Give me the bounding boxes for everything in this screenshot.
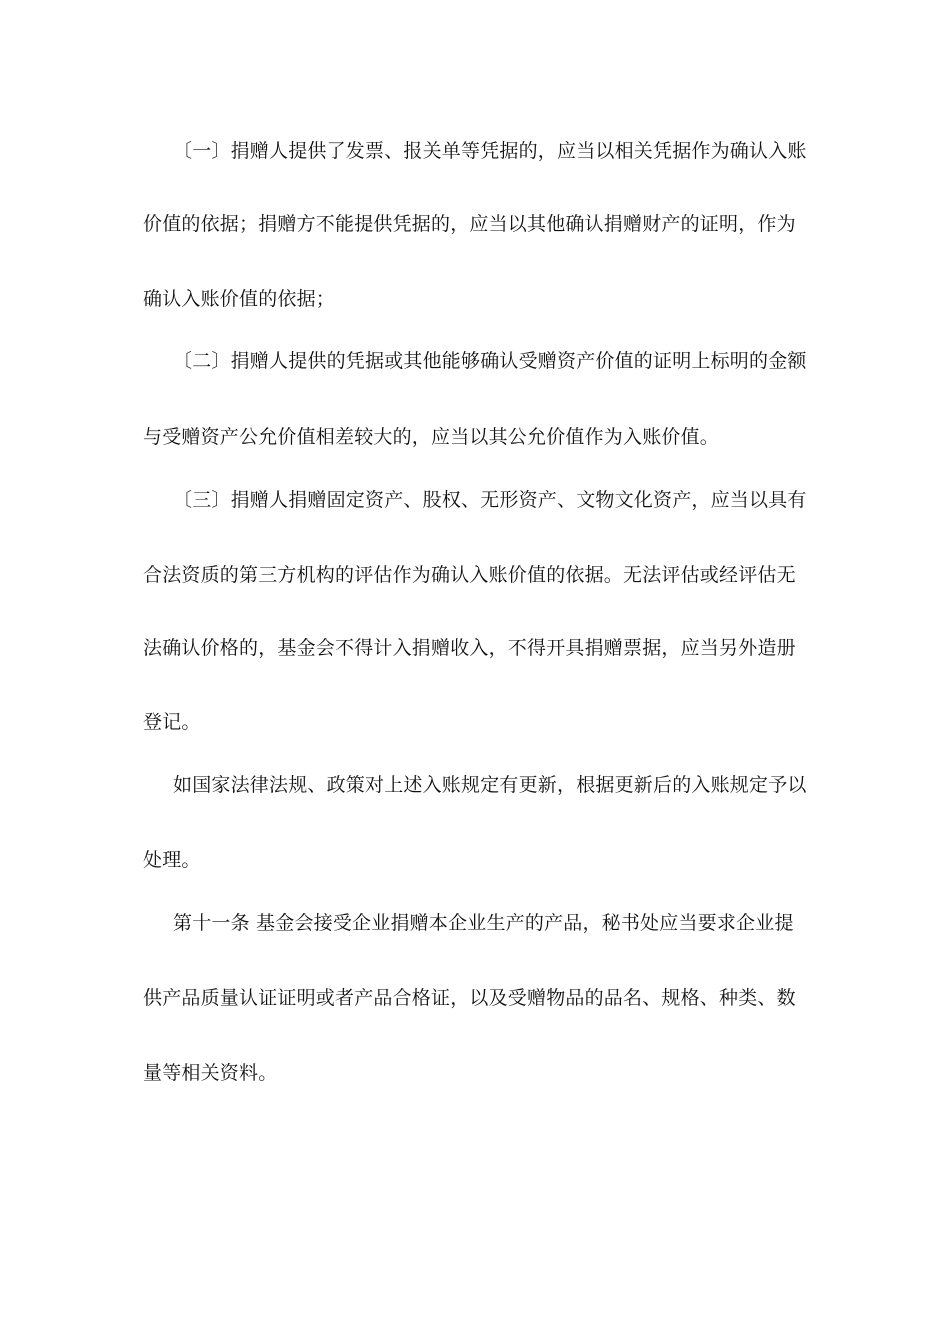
paragraph-3-line-4: 登记。 xyxy=(143,711,201,733)
paragraph-2-line-1: 〔二〕捐赠人提供的凭据或其他能够确认受赠资产价值的证明上标明的金额 xyxy=(173,350,807,372)
paragraph-1-line-3: 确认入账价值的依据； xyxy=(143,288,336,310)
paragraph-3-line-1: 〔三〕捐赠人捐赠固定资产、股权、无形资产、文物文化资产，应当以具有 xyxy=(173,489,807,511)
paragraph-4-line-1: 如国家法律法规、政策对上述入账规定有更新，根据更新后的入账规定予以 xyxy=(173,774,807,796)
paragraph-3-line-2: 合法资质的第三方机构的评估作为确认入账价值的依据。无法评估或经评估无 xyxy=(143,564,796,586)
paragraph-2-line-2: 与受赠资产公允价值相差较大的，应当以其公允价值作为入账价值。 xyxy=(143,426,720,448)
paragraph-1-line-2: 价值的依据；捐赠方不能提供凭据的，应当以其他确认捐赠财产的证明，作为 xyxy=(143,213,796,235)
paragraph-5-line-1: 第十一条 基金会接受企业捐赠本企业生产的产品，秘书处应当要求企业提 xyxy=(173,912,794,934)
paragraph-4-line-2: 处理。 xyxy=(143,849,201,871)
paragraph-5-line-3: 量等相关资料。 xyxy=(143,1062,278,1084)
paragraph-3-line-3: 法确认价格的，基金会不得计入捐赠收入，不得开具捐赠票据，应当另外造册 xyxy=(143,637,796,659)
paragraph-5-line-2: 供产品质量认证证明或者产品合格证，以及受赠物品的品名、规格、种类、数 xyxy=(143,987,796,1009)
paragraph-1-line-1: 〔一〕捐赠人提供了发票、报关单等凭据的，应当以相关凭据作为确认入账 xyxy=(173,140,807,162)
